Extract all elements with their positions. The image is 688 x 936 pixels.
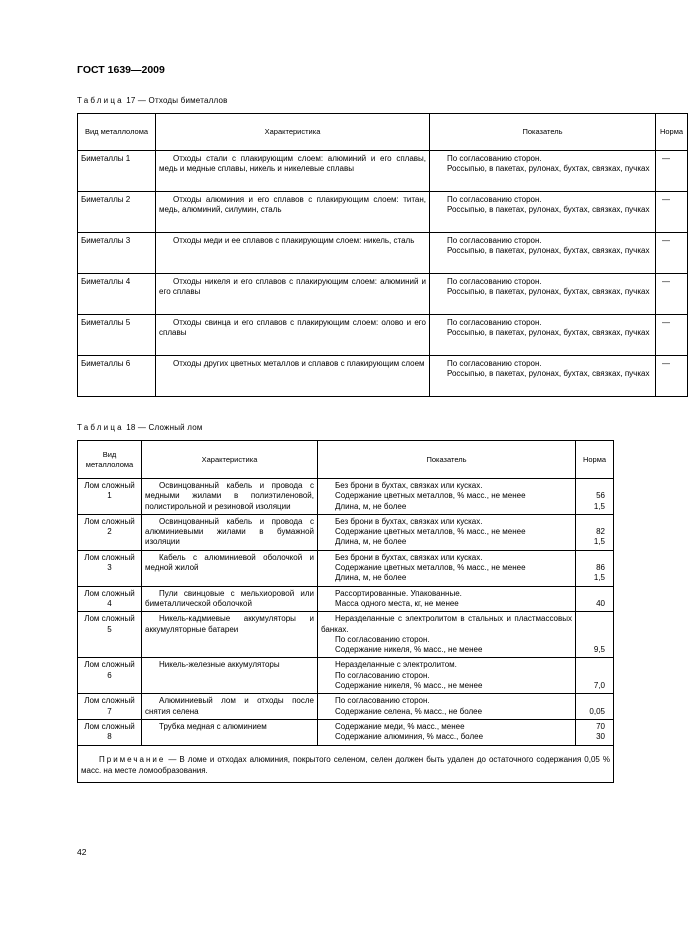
t17-norm-cell: — [656, 274, 688, 315]
page-number: 42 [77, 847, 87, 857]
t18-norm-value: 1,5 [593, 537, 605, 547]
note-text: — В ломе и отходах алюминия, покрытого селеном, селен должен быть удален до остаточного содержания 0,05 % масс. на месте ломообразования. [81, 754, 610, 775]
table-18 [77, 440, 614, 783]
t18-type-cell: Лом сложный 7 [78, 694, 142, 720]
table-row [78, 192, 688, 233]
t17-indicator-line: По согласованию сторон. [447, 195, 542, 204]
t18-indicator-cell [318, 479, 576, 515]
t18-indicator-cell [318, 550, 576, 586]
t17-indicator-line: Россыпью, в пакетах, рулонах, бухтах, связках, пучках [447, 205, 650, 215]
t17-norm-cell: — [656, 315, 688, 356]
t17-indicator-line: По согласованию сторон. [447, 359, 542, 368]
t18-indicator-line: По согласованию сторон. [335, 634, 430, 644]
t17-header-norm: Норма [656, 114, 688, 151]
t18-norm-value [579, 660, 605, 670]
t18-norm-value: 1,5 [593, 573, 605, 583]
t18-norm-value [579, 671, 605, 681]
t18-indicator-line: По согласованию сторон. [335, 696, 430, 706]
t18-indicator-line: Содержание алюминия, % масс., более [335, 732, 484, 742]
note-label: Примечание [99, 754, 166, 764]
t17-type-cell: Биметаллы 5 [78, 315, 156, 356]
t17-indicator-line: Россыпью, в пакетах, рулонах, бухтах, связках, пучках [447, 287, 650, 297]
table-row [78, 479, 614, 515]
t18-indicator-line: Без брони в бухтах, связках или кусках. [335, 516, 483, 526]
t18-type-cell: Лом сложный 6 [78, 658, 142, 694]
t18-norm-value [579, 589, 605, 599]
table-17 [77, 113, 688, 397]
t18-indicator-line: Содержание цветных металлов, % масс., не менее [335, 527, 526, 537]
t18-indicator-line: Неразделанные с электролитом. [335, 660, 457, 670]
table17-caption [77, 96, 228, 105]
t18-header-indicator: Показатель [318, 441, 576, 479]
t18-type-cell: Лом сложный 3 [78, 550, 142, 586]
t17-type-cell: Биметаллы 1 [78, 151, 156, 192]
t17-indicator-line: По согласованию сторон. [447, 236, 542, 245]
t18-char-cell: Освинцованный кабель и провода с медными жилами в полиэтиленовой, полистирольной и резиновой изоляции [142, 479, 318, 515]
table18-caption [77, 423, 203, 432]
t18-indicator-line: Неразделанные с электролитом в стальных и пластмассовых банках. [321, 614, 572, 634]
t17-char-cell: Отходы алюминия и его сплавов с плакирующим слоем: титан, медь, алюминий, силумин, сталь [156, 192, 430, 233]
table18-caption-text: 18 — Сложный лом [123, 423, 203, 432]
t17-type-cell: Биметаллы 3 [78, 233, 156, 274]
table-row [78, 514, 614, 550]
t18-indicator-cell [318, 514, 576, 550]
t17-indicator-line: Россыпью, в пакетах, рулонах, бухтах, связках, пучках [447, 246, 650, 256]
t18-indicator-line: Без брони в бухтах, связках или кусках. [335, 481, 483, 490]
t18-norm-cell [576, 658, 614, 694]
table-row [78, 151, 688, 192]
t17-indicator-line: Россыпью, в пакетах, рулонах, бухтах, связках, пучках [447, 164, 650, 174]
t18-norm-value: 9,5 [593, 645, 605, 655]
t18-char-cell: Освинцованный кабель и провода с алюминиевыми жилами в бумажной изоляции [142, 514, 318, 550]
t18-header-norm: Норма [576, 441, 614, 479]
table-row [78, 233, 688, 274]
t18-norm-cell [576, 550, 614, 586]
table18-caption-label: Таблица [77, 423, 124, 432]
t18-char-cell: Трубка медная с алюминием [142, 719, 318, 745]
t17-type-cell: Биметаллы 4 [78, 274, 156, 315]
t18-type-cell: Лом сложный 5 [78, 612, 142, 658]
t17-indicator-line: По согласованию сторон. [447, 277, 542, 286]
t17-norm-cell: — [656, 192, 688, 233]
t18-norm-value: 86 [596, 563, 605, 573]
t17-indicator-cell [430, 274, 656, 315]
t18-indicator-line: Содержание меди, % масс., менее [335, 721, 465, 731]
t18-type-cell: Лом сложный 1 [78, 479, 142, 515]
t17-norm-cell: — [656, 233, 688, 274]
t18-norm-value: 1,5 [593, 501, 605, 511]
t17-header-indicator: Показатель [430, 114, 656, 151]
t17-indicator-cell [430, 192, 656, 233]
table-row [78, 719, 614, 745]
t18-indicator-line: Длина, м, не более [335, 573, 407, 583]
t17-char-cell: Отходы меди и ее сплавов с плакирующим слоем: никель, сталь [156, 233, 430, 274]
t17-indicator-cell [430, 356, 656, 397]
t18-char-cell: Алюминиевый лом и отходы после снятия селена [142, 694, 318, 720]
table-row [78, 274, 688, 315]
t18-norm-value: 82 [596, 527, 605, 537]
t17-char-cell: Отходы других цветных металлов и сплавов с плакирующим слоем [156, 356, 430, 397]
table-row [78, 550, 614, 586]
t18-header-type: Вид металлолома [78, 441, 142, 479]
t18-indicator-line: Содержание цветных металлов, % масс., не менее [335, 563, 526, 573]
t18-norm-value [579, 481, 605, 491]
t17-indicator-line: Россыпью, в пакетах, рулонах, бухтах, связках, пучках [447, 369, 650, 379]
t18-norm-cell [576, 586, 614, 612]
table17-caption-label: Таблица [77, 96, 124, 105]
t18-indicator-line: По согласованию сторон. [335, 670, 430, 680]
t17-indicator-cell [430, 233, 656, 274]
t18-norm-value: 56 [596, 491, 605, 501]
table-row [78, 315, 688, 356]
t17-indicator-cell [430, 315, 656, 356]
t17-indicator-line: По согласованию сторон. [447, 318, 542, 327]
t18-norm-cell [576, 694, 614, 720]
t18-norm-value: 40 [596, 598, 605, 608]
t18-header-char: Характеристика [142, 441, 318, 479]
t18-indicator-line: Рассортированные. Упакованные. [335, 588, 462, 598]
t18-norm-value [579, 517, 605, 527]
t18-norm-value [579, 696, 605, 706]
t18-indicator-cell [318, 612, 576, 658]
t18-norm-value: 70 [596, 721, 605, 731]
t18-indicator-line: Масса одного места, кг, не менее [335, 598, 459, 608]
t17-char-cell: Отходы никеля и его сплавов с плакирующим слоем: алюминий и его сплавы [156, 274, 430, 315]
t18-norm-cell [576, 479, 614, 515]
t18-indicator-cell [318, 658, 576, 694]
t18-norm-cell [576, 514, 614, 550]
t18-indicator-line: Содержание никеля, % масс., не менее [335, 645, 483, 655]
t18-indicator-line: Содержание никеля, % масс., не менее [335, 681, 483, 691]
t17-norm-cell: — [656, 151, 688, 192]
t18-norm-value: 7,0 [593, 681, 605, 691]
t18-type-cell: Лом сложный 8 [78, 719, 142, 745]
table-row [78, 658, 614, 694]
t18-type-cell: Лом сложный 2 [78, 514, 142, 550]
t18-norm-value: 30 [596, 732, 605, 742]
t18-norm-value [579, 635, 605, 645]
table18-note [78, 745, 614, 782]
t18-char-cell: Пули свинцовые с мельхиоровой или биметаллической оболочкой [142, 586, 318, 612]
t17-indicator-cell [430, 151, 656, 192]
t18-type-cell: Лом сложный 4 [78, 586, 142, 612]
document-header: ГОСТ 1639—2009 [77, 64, 165, 76]
t17-type-cell: Биметаллы 2 [78, 192, 156, 233]
t17-indicator-line: Россыпью, в пакетах, рулонах, бухтах, связках, пучках [447, 328, 650, 338]
t17-header-char: Характеристика [156, 114, 430, 151]
table17-caption-text: 17 — Отходы биметаллов [123, 96, 228, 105]
t17-char-cell: Отходы стали с плакирующим слоем: алюминий и его сплавы, медь и медные сплавы, никель и никелевые сплавы [156, 151, 430, 192]
t18-char-cell: Кабель с алюминиевой оболочкой и медной жилой [142, 550, 318, 586]
t18-indicator-cell [318, 719, 576, 745]
t17-char-cell: Отходы свинца и его сплавов с плакирующим слоем: олово и его сплавы [156, 315, 430, 356]
t18-indicator-line: Длина, м, не более [335, 537, 407, 547]
table-row [78, 694, 614, 720]
t17-norm-cell: — [656, 356, 688, 397]
t18-norm-cell [576, 612, 614, 658]
t18-indicator-line: Содержание селена, % масс., не более [335, 706, 483, 716]
t18-indicator-cell [318, 694, 576, 720]
t18-indicator-line: Длина, м, не более [335, 501, 407, 511]
t18-indicator-line: Содержание цветных металлов, % масс., не менее [335, 491, 526, 501]
t18-char-cell: Никель-железные аккумуляторы [142, 658, 318, 694]
t17-type-cell: Биметаллы 6 [78, 356, 156, 397]
t18-char-cell: Никель-кадмиевые аккумуляторы и аккумуляторные батареи [142, 612, 318, 658]
t17-indicator-line: По согласованию сторон. [447, 154, 542, 163]
table-row [78, 356, 688, 397]
t18-norm-value [579, 625, 605, 635]
t18-norm-cell [576, 719, 614, 745]
t18-norm-value: 0,05 [589, 706, 605, 716]
t17-header-type: Вид металлолома [78, 114, 156, 151]
t18-norm-value [579, 553, 605, 563]
table-row [78, 612, 614, 658]
t18-indicator-cell [318, 586, 576, 612]
t18-indicator-line: Без брони в бухтах, связках или кусках. [335, 552, 483, 562]
table-row [78, 586, 614, 612]
